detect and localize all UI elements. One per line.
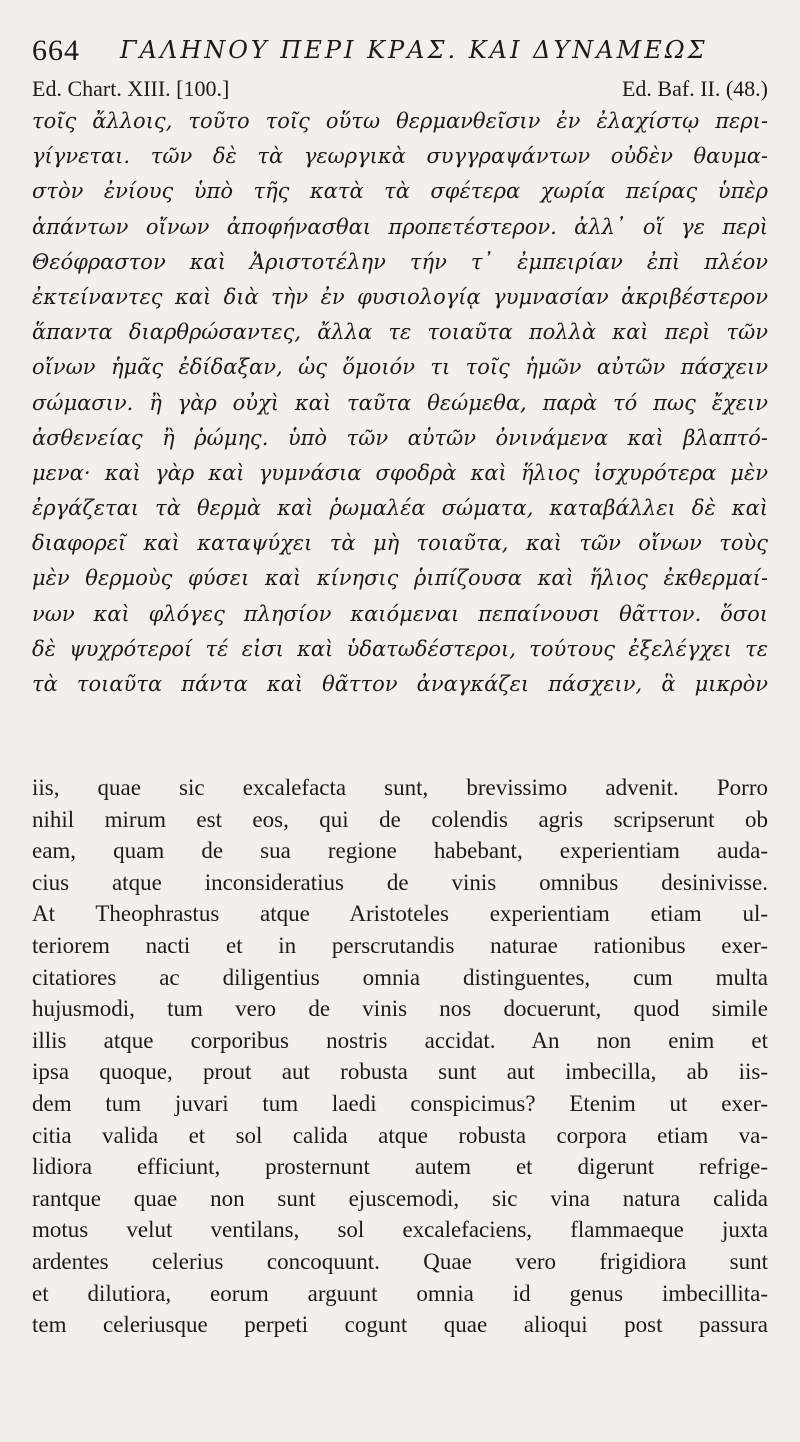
latin-text-line: citia valida et sol calida atque robusta corpora etiam va- <box>32 1122 768 1148</box>
latin-text-line: ipsa quoque, prout aut robusta sunt aut imbecilla, ab iis- <box>32 1059 768 1085</box>
greek-text-line: ἐκτείναντες καὶ διὰ τὴν ἐν φυσιολογίᾳ γυμνασίαν ἀκριβέστερον <box>32 284 768 309</box>
latin-text-line: et dilutiora, eorum arguunt omnia id genus imbecillita- <box>32 1280 768 1306</box>
latin-text-line: lidiora efficiunt, prosternunt autem et digerunt refrige- <box>32 1154 768 1180</box>
latin-text-line: motus velut ventilans, sol excalefaciens, flammaeque juxta <box>32 1217 768 1243</box>
greek-text-line: γίγνεται. τῶν δὲ τὰ γεωργικὰ συγγραψάντων οὐδὲν θαυμα- <box>32 144 768 169</box>
latin-text-line: tem celeriusque perpeti cogunt quae alioqui post passura <box>32 1312 768 1338</box>
edition-basel-ref: Ed. Baf. II. (48.) <box>621 76 768 101</box>
greek-text-line: νων καὶ φλόγες πλησίον καιόμεναι πεπαίνουσι θᾶττον. ὅσοι <box>32 601 768 626</box>
latin-text-line: iis, quae sic excalefacta sunt, brevissimo advenit. Porro <box>32 775 768 800</box>
greek-text-line: σώμασιν. ἢ γὰρ οὐχὶ καὶ ταῦτα θεώμεθα, παρὰ τό πως ἔχειν <box>32 390 768 415</box>
edition-chartier-ref: Ed. Chart. XIII. [100.] <box>32 76 230 101</box>
running-title: ΓΑΛΗΝΟΥ ΠΕΡΙ ΚΡΑΣ. ΚΑΙ ΔΥΝΑΜΕΩΣ <box>120 36 708 64</box>
greek-text-line: στὸν ἐνίους ὑπὸ τῆς κατὰ τὰ σφέτερα χωρία πείρας ὑπὲρ <box>32 179 768 204</box>
latin-text-line: teriorem nacti et in perscrutandis naturae rationibus exer- <box>32 932 768 958</box>
greek-text-block <box>32 104 768 702</box>
latin-text-line: rantque quae non sunt ejuscemodi, sic vina natura calida <box>32 1185 768 1211</box>
latin-text-line: citatiores ac diligentius omnia distinguentes, cum multa <box>32 964 768 990</box>
greek-text-line: ἁπάντων οἴνων ἀποφήνασθαι προπετέστερον. ἀλλ᾽ οἵ γε περὶ <box>32 214 768 239</box>
running-head <box>32 34 772 74</box>
greek-text-line: μενα· καὶ γὰρ καὶ γυμνάσια σφοδρὰ καὶ ἥλιος ἰσχυρότερα μὲν <box>32 460 768 485</box>
greek-text-line: ἀσθενείας ἢ ῥώμης. ὑπὸ τῶν αὐτῶν ὀνινάμενα καὶ βλαπτό- <box>32 425 768 450</box>
greek-text-line: οἴνων ἡμᾶς ἐδίδαξαν, ὡς ὅμοιόν τι τοῖς ἡμῶν αὐτῶν πάσχειν <box>32 355 768 380</box>
greek-text-line: τὰ τοιαῦτα πάντα καὶ θᾶττον ἀναγκάζει πάσχειν, ἃ μικρὸν <box>32 672 768 696</box>
greek-text-line: ἅπαντα διαρθρώσαντες, ἄλλα τε τοιαῦτα πολλὰ καὶ περὶ τῶν <box>32 320 768 345</box>
latin-text-line: hujusmodi, tum vero de vinis nos docuerunt, quod simile <box>32 996 768 1022</box>
greek-text-line: Θεόφραστον καὶ Ἀριστοτέλην τήν τ᾽ ἐμπειρίαν ἐπὶ πλέον <box>32 249 768 274</box>
greek-text-line: δὲ ψυχρότεροί τέ εἰσι καὶ ὑδατωδέστεροι, τούτους ἐξελέγχει τε <box>32 636 768 661</box>
latin-text-line: At Theophrastus atque Aristoteles experientiam etiam ul- <box>32 901 768 927</box>
page-number: 664 <box>32 34 80 67</box>
latin-text-line: eam, quam de sua regione habebant, experientiam auda- <box>32 838 768 864</box>
greek-text-line: μὲν θερμοὺς φύσει καὶ κίνησις ῥιπίζουσα καὶ ἥλιος ἐκθερμαί- <box>32 566 768 591</box>
greek-text-line: ἐργάζεται τὰ θερμὰ καὶ ῥωμαλέα σώματα, καταβάλλει δὲ καὶ <box>32 496 768 521</box>
edition-references <box>32 76 768 106</box>
latin-text-line: cius atque inconsideratius de vinis omnibus desinivisse. <box>32 869 768 895</box>
latin-text-line: ardentes celerius concoquunt. Quae vero frigidiora sunt <box>32 1248 768 1274</box>
greek-text-line: διαφορεῖ καὶ καταψύχει τὰ μὴ τοιαῦτα, καὶ τῶν οἴνων τοὺς <box>32 531 768 556</box>
latin-text-line: illis atque corporibus nostris accidat. An non enim et <box>32 1027 768 1053</box>
latin-text-line: nihil mirum est eos, qui de colendis agris scripserunt ob <box>32 806 768 832</box>
greek-text-line: τοῖς ἄλλοις, τοῦτο τοῖς οὕτω θερμανθεῖσιν ἐν ἐλαχίστῳ περι- <box>32 109 768 133</box>
latin-text-block <box>32 772 768 1341</box>
latin-text-line: dem tum juvari tum laedi conspicimus? Etenim ut exer- <box>32 1090 768 1116</box>
